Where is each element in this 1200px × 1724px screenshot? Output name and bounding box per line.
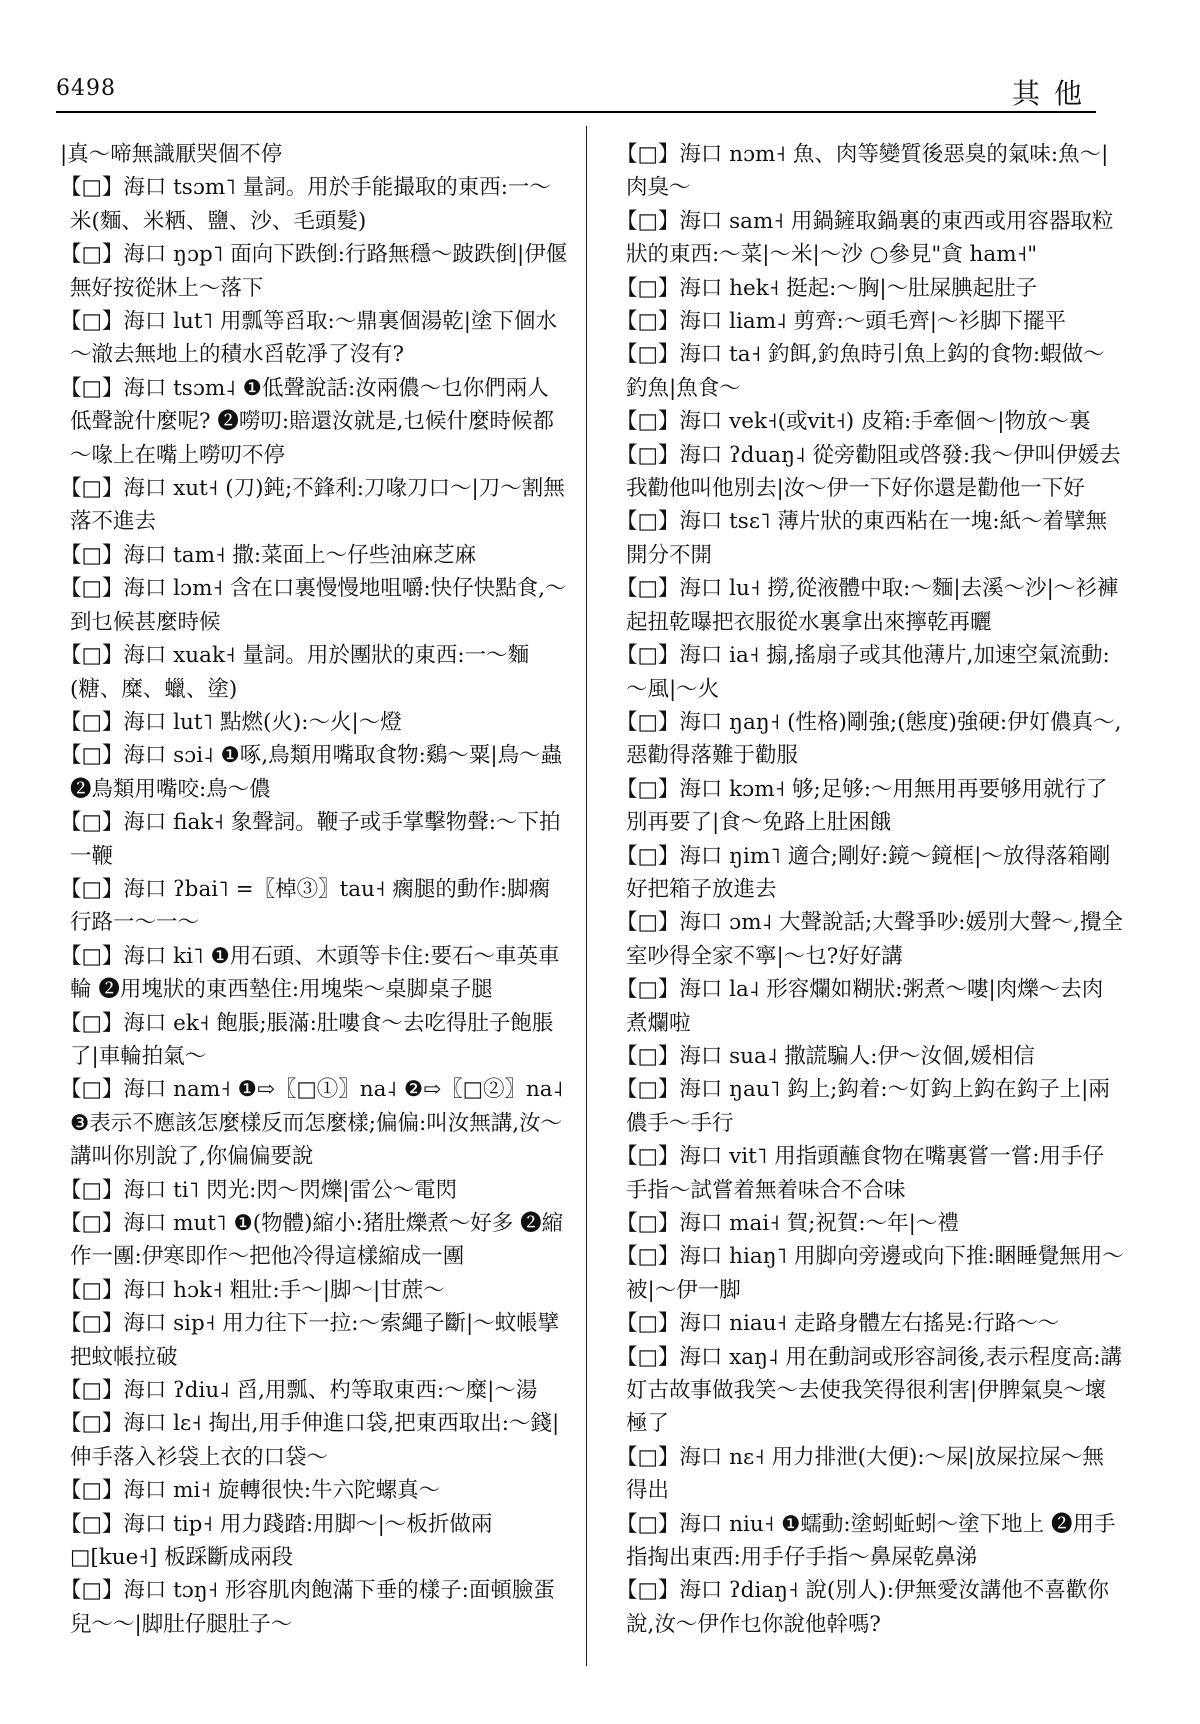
dictionary-entry: 【□】海口 mi˧ 旋轉很快:牛六陀螺真～ — [60, 1478, 441, 1504]
dictionary-entry: 【□】海口 xuak˧ 量詞。用於團狀的東西:一～麵(糖、糜、蠟、塗) — [60, 643, 530, 702]
dictionary-entry: 【□】海口 vit˥ 用指頭蘸食物在嘴裏嘗一嘗:用手仔手指～試嘗着無着味合不合味 — [616, 1144, 1104, 1203]
dictionary-entry: 【□】海口 sip˧ 用力往下一拉:～索繩子斷|～蚊帳擘把蚊帳拉破 — [60, 1311, 560, 1370]
dictionary-entry: 【□】海口 lɛ˧ 掏出,用手伸進口袋,把東西取出:～錢|伸手落入衫袋上衣的口袋～ — [60, 1411, 560, 1470]
dictionary-entry: 【□】海口 ŋau˥ 鈎上;鈎着:～奵鈎上鈎在鈎子上|兩儂手～手行 — [616, 1077, 1110, 1136]
dictionary-entry: 【□】海口 ʔbai˥ =〖棹③〗tau˧ 瘸腿的動作:脚瘸行路一～一～ — [60, 876, 551, 936]
dictionary-entry: 【□】海口 vek˧(或vit˧) 皮箱:手牽個～|物放～裏 — [616, 409, 1091, 435]
dictionary-entry: 【□】海口 niu˧ ❶蠕動:塗蚓蚯蚓～塗下地上 ❷用手指掏出東西:用手仔手指～鼻屎乾鼻涕 — [616, 1511, 1116, 1571]
dictionary-entry: 【□】海口 ɔm˨ 大聲說話;大聲爭吵:媛別大聲～,攪全室吵得全家不寧|～乜?好好講 — [616, 910, 1123, 969]
dictionary-entry: 【□】海口 tsɛ˥ 薄片狀的東西粘在一塊:紙～着擘無開分不開 — [616, 509, 1108, 568]
dictionary-entry: 【□】海口 lu˧ 撈,從液體中取:～麵|去溪～沙|～衫褲起扭乾曝把衣服從水裏拿出來擰乾再曬 — [616, 576, 1119, 635]
dictionary-entry: 【□】海口 ʔdiu˨ 舀,用瓢、杓等取東西:～糜|～湯 — [60, 1378, 538, 1404]
dictionary-entry: 【□】海口 ʔduaŋ˨ 從旁勸阻或啓發:我～伊叫伊媛去我勸他叫他別去|汝～伊一下好你還是勸他一下好 — [616, 442, 1121, 502]
dictionary-entry: 【□】海口 ia˧ 搧,搖扇子或其他薄片,加速空氣流動:～風|～火 — [616, 643, 1110, 702]
dictionary-entry: 【□】海口 ʔdiaŋ˧ 說(別人):伊無愛汝講他不喜歡你說,汝～伊作乜你說他幹嗎? — [616, 1578, 1109, 1637]
dictionary-entry: 【□】海口 ki˥ ❶用石頭、木頭等卡住:要石～車英車輪 ❷用塊狀的東西墊住:用塊柴～桌脚桌子腿 — [60, 943, 560, 1003]
dictionary-entry: 【□】海口 ŋaŋ˧ (性格)剛強;(態度)強硬:伊奵儂真～,惡勸得落難于勸服 — [616, 709, 1122, 769]
dictionary-entry: 【□】海口 lut˥ 用瓢等舀取:～鼎裏個湯乾|塗下個水～澈去無地上的積水舀乾凈了沒有? — [60, 309, 557, 368]
dictionary-entry: 【□】海口 nam˧ ❶⇨〖□①〗na˨ ❷⇨〖□②〗na˨ ❸表示不應該怎麼樣反而怎麼樣;偏偏:叫汝無講,汝～講叫你別說了,你偏偏要說 — [60, 1077, 564, 1170]
page-header — [56, 76, 1096, 108]
dictionary-entry: 【□】海口 nɛ˧ 用力排泄(大便):～屎|放屎拉屎～無得出 — [616, 1444, 1104, 1504]
dictionary-entry: 【□】海口 ti˥ 閃光:閃～閃爍|雷公～電閃 — [60, 1177, 458, 1203]
dictionary-entry: 【□】海口 fiak˧ 象聲詞。鞭子或手掌擊物聲:～下拍一鞭 — [60, 810, 561, 869]
dictionary-entry: 【□】海口 xaŋ˨ 用在動詞或形容詞後,表示程度高:講奵古故事做我笑～去使我笑得很利害|伊脾氣臭～壞極了 — [616, 1344, 1122, 1437]
dictionary-entry: 【□】海口 sɔi˨ ❶啄,鳥類用嘴取食物:鷄～粟|鳥～蟲 ❷鳥類用嘴咬:鳥～儂 — [60, 743, 563, 802]
dictionary-entry: 【□】海口 lɔm˧ 含在口裏慢慢地咀嚼:快仔快點食,～到乜候甚麼時候 — [60, 576, 567, 635]
dictionary-entry: 【□】海口 nɔm˧ 魚、肉等變質後惡臭的氣味:魚～|肉臭～ — [616, 142, 1109, 201]
dictionary-entry: 【□】海口 mut˥ ❶(物體)縮小:猪肚爍煮～好多 ❷縮作一團:伊寒即作～把他冷得這樣縮成一團 — [60, 1211, 564, 1270]
dictionary-entry: 【□】海口 tsɔm˨ ❶低聲說話:汝兩儂～乜你們兩人低聲說什麼呢? ❷嘮叨:賠還汝就是,乜候什麼時候都～喙上在嘴上嘮叨不停 — [60, 375, 554, 468]
left-column — [60, 138, 568, 1641]
dictionary-entry: 【□】海口 niau˧ 走路身體左右搖晃:行路～～ — [616, 1311, 1060, 1337]
dictionary-entry: 【□】海口 ek˧ 飽脹;脹滿:肚嘍食～去吃得肚子飽脹了|車輪拍氣～ — [60, 1010, 554, 1069]
dictionary-entry: 【□】海口 kɔm˧ 够;足够:～用無用再要够用就行了別再要了|食～免路上肚困餓 — [616, 776, 1108, 836]
dictionary-entry: 【□】海口 la˨ 形容爛如糊狀:粥煮～嘍|肉爍～去肉煮爛啦 — [616, 977, 1104, 1036]
dictionary-entry: 【□】海口 hek˧ 挺起:～胸|～肚屎腆起肚子 — [616, 275, 1038, 301]
dictionary-entry: 【□】海口 tam˧ 撒:菜面上～仔些油麻芝麻 — [60, 542, 477, 568]
dictionary-entry: 【□】海口 hiaŋ˥ 用脚向旁邊或向下推:睏睡覺無用～被|～伊一脚 — [616, 1244, 1124, 1303]
right-column — [616, 138, 1124, 1641]
dictionary-entry: 【□】海口 tip˧ 用力踐踏:用脚～|～板折做兩□[kue˧] 板踩斷成兩段 — [60, 1511, 493, 1571]
dictionary-entry: 【□】海口 hɔk˧ 粗壯:手～|脚～|甘蔗～ — [60, 1277, 445, 1303]
dictionary-entry: 【□】海口 sam˧ 用鍋鏟取鍋裏的東西或用容器取粒狀的東西:～菜|～米|～沙 ○參見"貪 ham˧" — [616, 208, 1114, 268]
dictionary-entry: 【□】海口 ŋɔp˥ 面向下跌倒:行路無穩～跛跌倒|伊偃無好按從牀上～落下 — [60, 242, 568, 301]
dictionary-entry: 【□】海口 xut˧ (刀)鈍;不鋒利:刀喙刀口～|刀～割無落不進去 — [60, 476, 565, 535]
page-number: 6498 — [56, 76, 116, 101]
dictionary-entry: |真～啼無識厭哭個不停 — [60, 142, 283, 167]
dictionary-entry: 【□】海口 tsɔm˥ 量詞。用於手能撮取的東西:一～米(麵、米粞、鹽、沙、毛頭髮) — [60, 175, 551, 234]
column-divider — [586, 126, 587, 1666]
section-title: 其他 — [1011, 77, 1096, 110]
header-rule — [56, 111, 1096, 113]
dictionary-entry: 【□】海口 mai˧ 賀;祝賀:～年|～禮 — [616, 1211, 959, 1236]
dictionary-entry: 【□】海口 ŋim˥ 適合;剛好:鏡～鏡框|～放得落箱剛好把箱子放進去 — [616, 843, 1111, 902]
dictionary-entry: 【□】海口 sua˨ 撒謊騙人:伊～汝個,媛相信 — [616, 1043, 1035, 1069]
dictionary-entry: 【□】海口 ta˧ 釣餌,釣魚時引魚上鈎的食物:蝦做～釣魚|魚食～ — [616, 342, 1105, 401]
dictionary-entry: 【□】海口 liam˨ 剪齊:～頭毛齊|～衫脚下擺平 — [616, 309, 1067, 335]
dictionary-entry: 【□】海口 lut˥ 點燃(火):～火|～燈 — [60, 709, 402, 735]
dictionary-entry: 【□】海口 tɔŋ˧ 形容肌肉飽滿下垂的樣子:面頓臉蛋兒～～|脚肚仔腿肚子～ — [60, 1578, 555, 1637]
